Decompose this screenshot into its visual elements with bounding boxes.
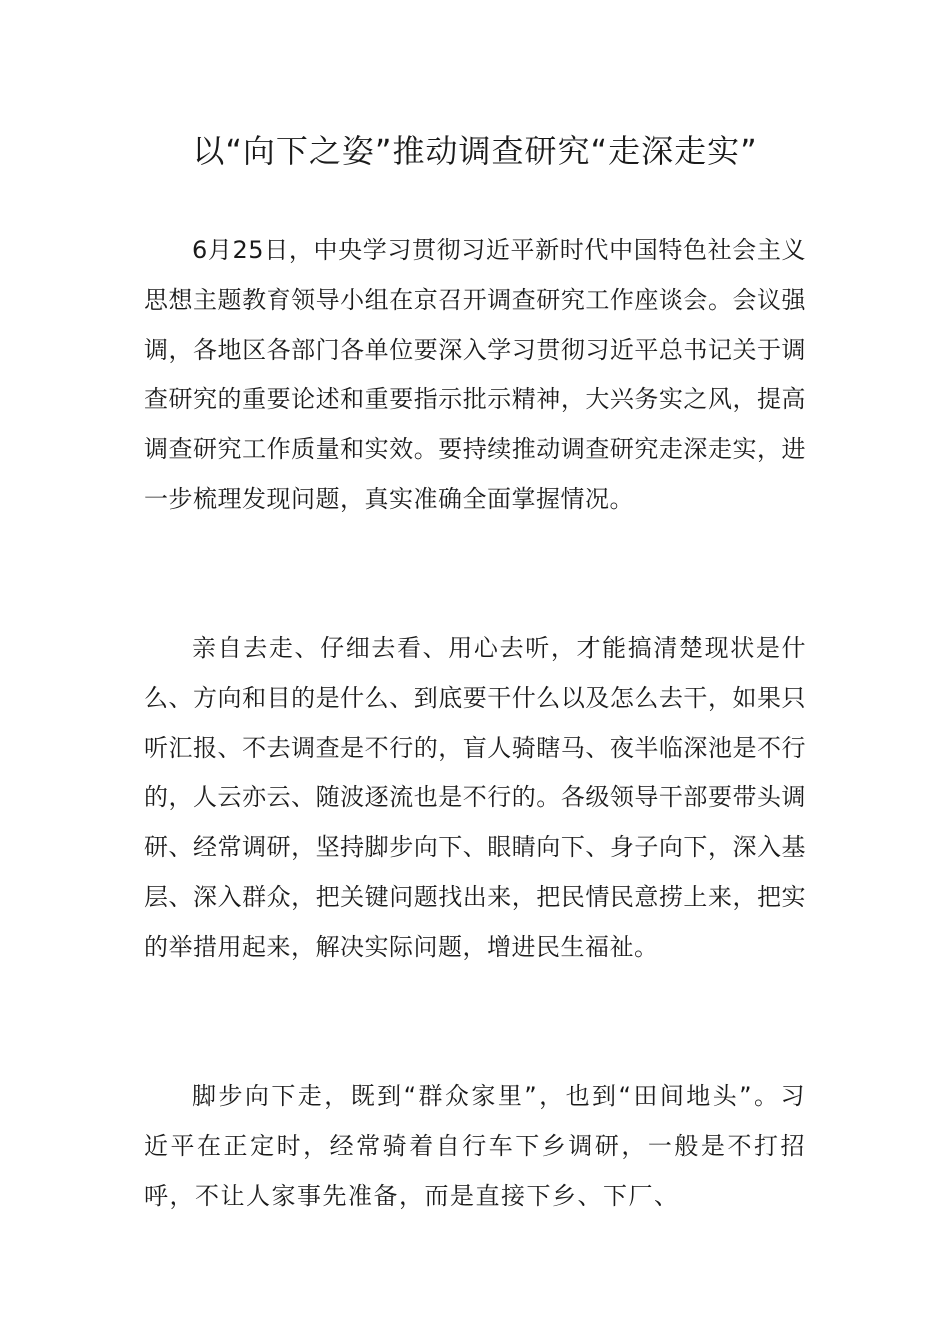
- paragraph-3: 脚步向下走，既到“群众家里”，也到“田间地头”。习近平在正定时，经常骑着自行车下乡调研，一般是不打招呼，不让人家事先准备，而是直接下乡、下厂、: [144, 1082, 806, 1210]
- document-title: 以“向下之姿”推动调查研究“走深走实”: [192, 132, 758, 170]
- paragraph-1: 6月25日，中央学习贯彻习近平新时代中国特色社会主义思想主题教育领导小组在京召开调查研究工作座谈会。会议强调，各地区各部门各单位要深入学习贯彻习近平总书记关于调查研究的重要论述和重要指示批示精神，大兴务实之风，提高调查研究工作质量和实效。要持续推动调查研究走深走实，进一步梳理发现问题，真实准确全面掌握情况。: [144, 236, 806, 513]
- paragraph-2: 亲自去走、仔细去看、用心去听，才能搞清楚现状是什么、方向和目的是什么、到底要干什么以及怎么去干，如果只听汇报、不去调查是不行的，盲人骑瞎马、夜半临深池是不行的，人云亦云、随波逐流也是不行的。各级领导干部要带头调研、经常调研，坚持脚步向下、眼睛向下、身子向下，深入基层、深入群众，把关键问题找出来，把民情民意捞上来，把实的举措用起来，解决实际问题，增进民生福祉。: [144, 634, 806, 961]
